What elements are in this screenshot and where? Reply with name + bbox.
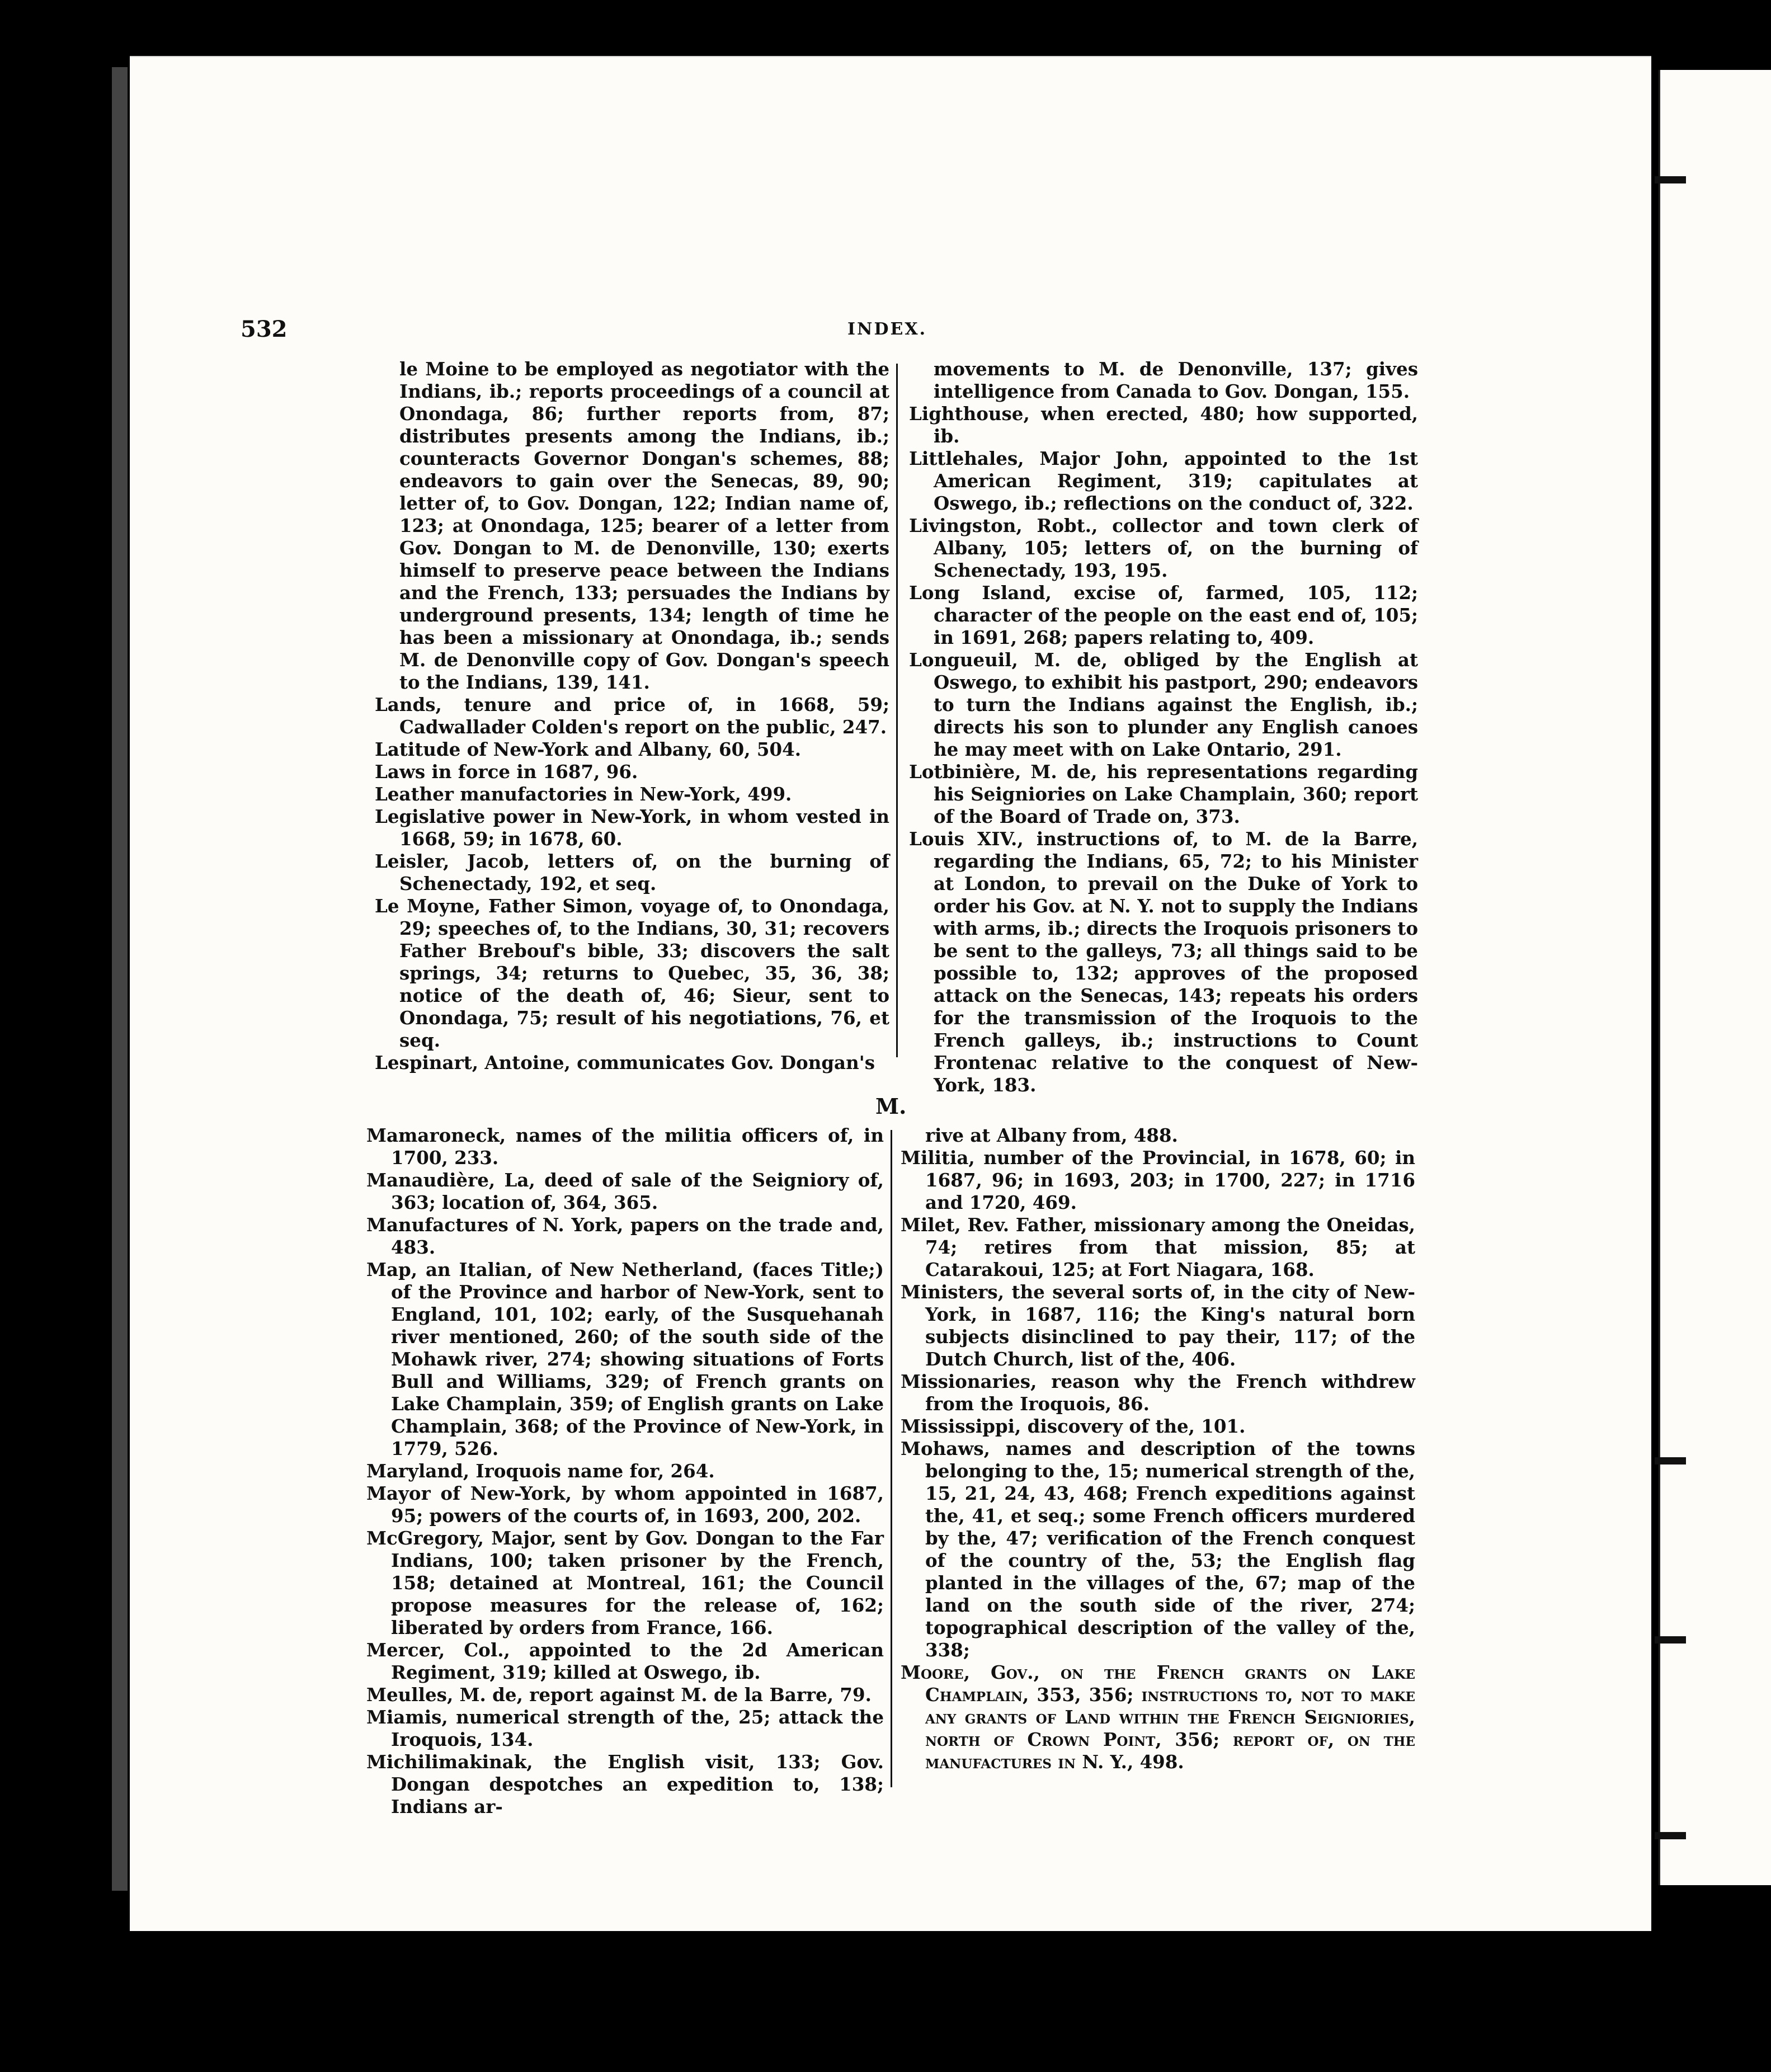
edge-mark xyxy=(1655,1457,1686,1464)
index-entry: Latitude of New-York and Albany, 60, 504. xyxy=(375,738,802,760)
index-entry: Leisler, Jacob, letters of, on the burning of Schenectady, 192, et seq. xyxy=(375,850,889,894)
index-column-upper-right xyxy=(909,358,1418,1096)
index-entry: Louis XIV., instructions of, to M. de la Barre, regarding the Indians, 65, 72; to his Minister at London, to prevail on the Duke of York to order his Gov. at N. Y. not to supply the Indians with arms, ib.; directs the Iroquois prisoners to be sent to the galleys, 73; all things said to be possible to, 132; approves of the proposed attack on the Senecas, 143; repeats his orders for the transmission of the Iroquois to the French galleys, ib.; instructions to Count Frontenac relative to the conquest of New-York, 183. xyxy=(909,828,1418,1096)
index-entry: Mohaws, names and description of the towns belonging to the, 15; numerical strength of the, 15, 21, 24, 43, 468; French expeditions against the, 41, et seq.; some French officers murdered by the, 47; verification of the French conquest of the country of the, 53; the English flag planted in the villages of the, 67; map of the land on the south side of the river, 274; topographical description of the valley of the, 338; xyxy=(901,1438,1415,1661)
index-entry: Littlehales, Major John, appointed to the 1st American Regiment, 319; capitulates at Oswego, ib.; reflections on the conduct of, 322. xyxy=(909,448,1418,514)
index-entry: McGregory, Major, sent by Gov. Dongan to the Far Indians, 100; taken prisoner by the French, 158; detained at Montreal, 161; the Council propose measures for the release of, 162; liberated by orders from France, 166. xyxy=(366,1527,884,1638)
index-entry: Map, an Italian, of New Netherland, (faces Title;) of the Province and harbor of New-York, sent to England, 101, 102; early, of the Susquehanah river mentioned, 260; of the south side of the Mohawk river, 274; showing situations of Forts Bull and Williams, 329; of French grants on Lake Champlain, 359; of English grants on Lake Champlain, 368; of the Province of New-York, in 1779, 526. xyxy=(366,1259,884,1459)
index-entry: Mercer, Col., appointed to the 2d American Regiment, 319; killed at Oswego, ib. xyxy=(366,1639,884,1683)
column-divider-lower xyxy=(891,1130,892,1787)
index-entry: Manaudière, La, deed of sale of the Seigniory of, 363; location of, 364, 365. xyxy=(366,1169,884,1213)
index-entry: Moore, Gov., on the French grants on Lake Champlain, 353, 356; instructions to, not to make any grants of Land within the French Seigniories, north of Crown Point, 356; report of, on the manufactures in N. Y., 498. xyxy=(901,1661,1415,1773)
column-divider-upper xyxy=(896,364,898,1057)
section-letter-heading: M. xyxy=(875,1094,907,1119)
index-entry: Livingston, Robt., collector and town clerk of Albany, 105; letters of, on the burning of Schenectady, 193, 195. xyxy=(909,515,1418,581)
index-entry: rive at Albany from, 488. xyxy=(925,1124,1178,1146)
index-entry: Lespinart, Antoine, communicates Gov. Dongan's xyxy=(375,1052,875,1073)
page-header xyxy=(241,316,1426,344)
index-entry: Laws in force in 1687, 96. xyxy=(375,761,638,783)
index-entry: Ministers, the several sorts of, in the city of New-York, in 1687, 116; the King's natural born subjects disinclined to pay their, 117; of the Dutch Church, list of the, 406. xyxy=(901,1281,1415,1370)
index-entry: movements to M. de Denonville, 137; gives intelligence from Canada to Gov. Dongan, 155. xyxy=(934,358,1418,402)
index-column-lower-left xyxy=(366,1124,884,1818)
page-number: 532 xyxy=(241,316,288,342)
index-entry: Lands, tenure and price of, in 1668, 59; Cadwallader Colden's report on the public, 247. xyxy=(375,694,889,738)
index-column-upper-left xyxy=(375,358,889,1074)
index-entry: Longueuil, M. de, obliged by the English at Oswego, to exhibit his pastport, 290; endeavors to turn the Indians against the English, ib.; directs his son to plunder any English canoes he may meet with on Lake Ontario, 291. xyxy=(909,649,1418,760)
index-entry: Manufactures of N. York, papers on the trade and, 483. xyxy=(366,1214,884,1258)
scan-shadow xyxy=(112,67,128,1891)
index-entry: Lighthouse, when erected, 480; how supported, ib. xyxy=(909,403,1418,447)
index-column-lower-right xyxy=(901,1124,1415,1773)
index-entry: Mississippi, discovery of the, 101. xyxy=(901,1415,1246,1437)
index-entry: Missionaries, reason why the French withdrew from the Iroquois, 86. xyxy=(901,1371,1415,1415)
index-entry: Meulles, M. de, report against M. de la Barre, 79. xyxy=(366,1684,872,1706)
index-entry: Maryland, Iroquois name for, 264. xyxy=(366,1460,715,1482)
index-entry: Lotbinière, M. de, his representations regarding his Seigniories on Lake Champlain, 360; report of the Board of Trade on, 373. xyxy=(909,761,1418,827)
index-entry: Long Island, excise of, farmed, 105, 112; character of the people on the east end of, 105; in 1691, 268; papers relating to, 409. xyxy=(909,582,1418,648)
edge-mark xyxy=(1655,1832,1686,1839)
adjacent-page-edge xyxy=(1659,70,1771,1885)
running-title: INDEX. xyxy=(847,319,927,339)
index-entry: Milet, Rev. Father, missionary among the Oneidas, 74; retires from that mission, 85; at Catarakoui, 125; at Fort Niagara, 168. xyxy=(901,1214,1415,1280)
index-entry: Militia, number of the Provincial, in 1678, 60; in 1687, 96; in 1693, 203; in 1700, 227; in 1716 and 1720, 469. xyxy=(901,1147,1415,1213)
index-entry: Mayor of New-York, by whom appointed in 1687, 95; powers of the courts of, in 1693, 200, 202. xyxy=(366,1482,884,1527)
index-entry: Le Moyne, Father Simon, voyage of, to Onondaga, 29; speeches of, to the Indians, 30, 31; recovers Father Brebouf's bible, 33; discovers the salt springs, 34; returns to Quebec, 35, 36, 38; notice of the death of, 46; Sieur, sent to Onondaga, 75; result of his negotiations, 76, et seq. xyxy=(375,895,889,1051)
index-entry: Miamis, numerical strength of the, 25; attack the Iroquois, 134. xyxy=(366,1706,884,1750)
index-entry: Mamaroneck, names of the militia officers of, in 1700, 233. xyxy=(366,1124,884,1169)
edge-mark xyxy=(1655,176,1686,183)
edge-mark xyxy=(1655,1636,1686,1644)
index-entry: le Moine to be employed as negotiator with the Indians, ib.; reports proceedings of a council at Onondaga, 86; further reports from, 87; distributes presents among the Indians, ib.; counteracts Governor Dongan's schemes, 88; endeavors to gain over the Senecas, 89, 90; letter of, to Gov. Dongan, 122; Indian name of, 123; at Onondaga, 125; bearer of a letter from Gov. Dongan to M. de Denonville, 130; exerts himself to preserve peace between the Indians and the French, 133; persuades the Indians by underground presents, 134; length of time he has been a missionary at Onondaga, ib.; sends M. de Denonville copy of Gov. Dongan's speech to the Indians, 139, 141. xyxy=(399,358,889,693)
index-entry: Legislative power in New-York, in whom vested in 1668, 59; in 1678, 60. xyxy=(375,806,889,850)
index-entry: Michilimakinak, the English visit, 133; Gov. Dongan despotches an expedition to, 138; Indians ar- xyxy=(366,1751,884,1817)
index-entry: Leather manufactories in New-York, 499. xyxy=(375,783,792,805)
